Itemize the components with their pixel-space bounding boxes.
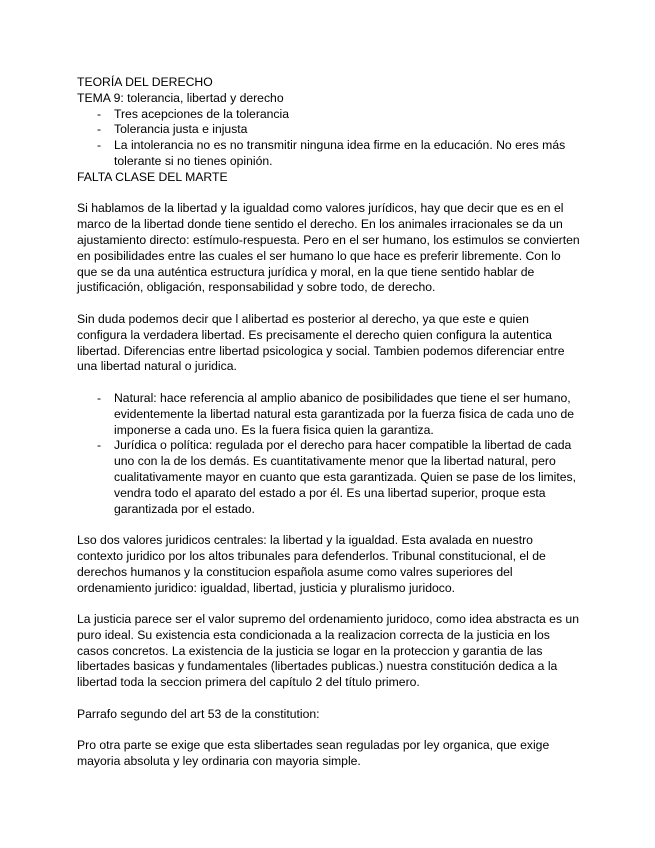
spacer [77,296,580,312]
bullet-dash: - [97,138,102,153]
list-item-text: Tolerancia justa e injusta [114,122,248,137]
bullet-dash: - [97,438,102,453]
paragraph-organic-law: Pro otra parte se exige que esta slibertades sean reguladas por ley organica, que exige mayoria absoluta y ley ordinaria con mayoria simple. [77,738,550,769]
list-item [77,391,580,438]
list-item [77,122,580,138]
list-item [77,107,580,123]
bullet-dash: - [97,122,102,137]
paragraph-legal-values: Lso dos valores juridicos centrales: la libertad y la igualdad. Esta avalada en nuestro contexto juridico por los altos tribunales para defenderlos. Tribunal constitucional, el de derechos humanos y la constitucion española asume como valres superiores del ordenamiento juridico: igualdad, libertad, justicia y pluralismo juridoco. [77,533,546,595]
document-page [77,75,580,770]
paragraph-article-53: Parrafo segundo del art 53 de la constitution: [77,706,320,721]
paragraph-liberty-law: Sin duda podemos decir que l alibertad es posterior al derecho, ya que este e quien configura la verdadera libertad. Es precisamente el derecho quien configura la autentica libertad. Diferencias entre libertad psicologica y social. Tambien podemos diferenciar entre una libertad natural o juridica. [77,311,565,374]
spacer [77,186,580,202]
list-item [77,438,580,517]
bullet-dash: - [97,106,102,121]
topic-heading: TEMA 9: tolerancia, libertad y derecho [77,90,284,105]
list-item-text: Jurídica o política: regulada por el derecho para hacer compatible la libertad de cada uno con la de los demás. Es cuantitativamente menor que la libertad natural, pero cualitativamente mayor en cuanto que esta garantizada. Quien se pase de los limites, vendra todo el aparato del estado a por él. Es una libertad superior, proque esta garantizada por el estado. [114,438,577,516]
spacer [77,691,580,707]
class-note: FALTA CLASE DEL MARTE [77,169,228,184]
spacer [77,517,580,533]
paragraph-justice: La justicia parece ser el valor supremo del ordenamiento juridoco, como idea abstracta es un puro ideal. Su existencia esta condicionada a la realizacion correcta de la justicia en los casos concretos. La existencia de la justicia se logar en la proteccion y garantia de las libertades basicas y fundamentales (libertades publicas.) nuestra constitución dedica a la libertad toda la seccion primera del capítulo 2 del título primero. [77,612,579,690]
list-item-text: Natural: hace referencia al amplio abanico de posibilidades que tiene el ser humano, evidentemente la libertad natural esta garantizada por la fuerza fisica de cada uno de imponerse a cada uno. Es la fuera fisica quien la garantiza. [114,390,575,437]
spacer [77,723,580,739]
spacer [77,375,580,391]
topic-bullet-list [77,107,580,170]
document-title: TEORÍA DEL DERECHO [77,75,213,89]
spacer [77,596,580,612]
liberty-type-list [77,391,580,517]
list-item-text: Tres acepciones de la tolerancia [114,106,290,121]
list-item-text: La intolerancia no es no transmitir ninguna idea firme en la educación. No eres más tolerante si no tienes opinión. [114,138,566,168]
list-item [77,138,580,170]
bullet-dash: - [97,390,102,405]
paragraph-liberty-equality: Si hablamos de la libertad y la igualdad como valores jurídicos, hay que decir que es en el marco de la libertad donde tiene sentido el derecho. En los animales irracionales se da un ajustamiento directo: estímulo-respuesta. Pero en el ser humano, los estimulos se convierten en posibilidades entre las cuales el ser humano lo que hace es preferir libremente. Con lo que se da una auténtica estructura jurídica y moral, en la que tiene sentido hablar de justificación, obligación, responsabilidad y sobre todo, de derecho. [77,201,580,295]
